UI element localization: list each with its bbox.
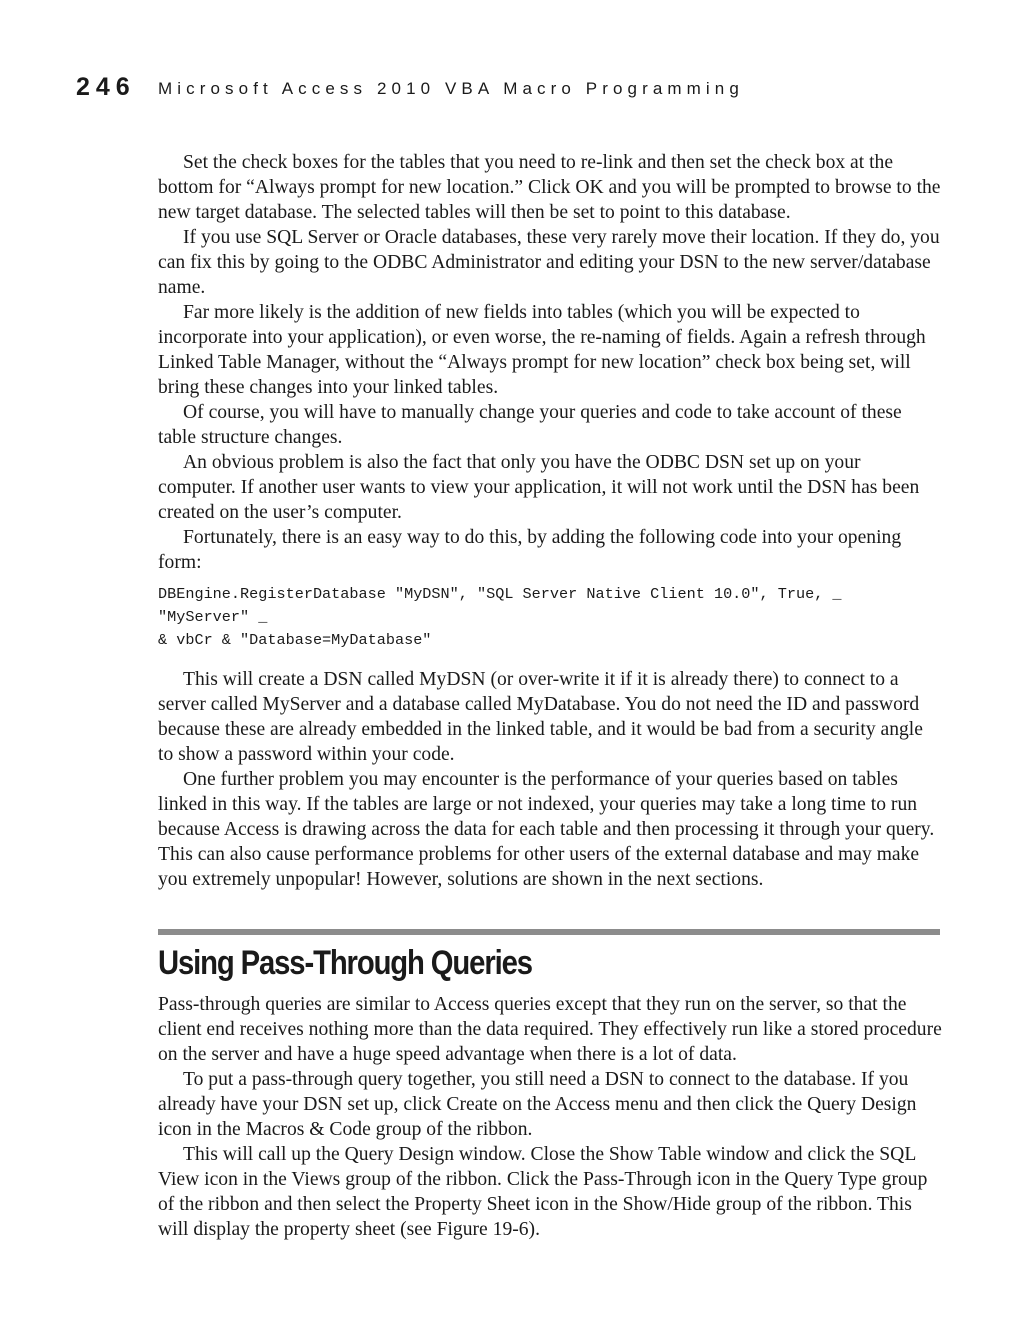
paragraph: This will call up the Query Design window. Close the Show Table window and click the SQL View icon in the Views group of the ribbon. Click the Pass-Through icon in the Query Type group of the ribbon and then select the Property Sheet icon in the Show/Hide group of the ribbon. This will display the property sheet (see Figure 19-6). xyxy=(158,1144,928,1240)
code-line: DBEngine.RegisterDatabase "MyDSN", "SQL Server Native Client 10.0", True, _ xyxy=(158,585,842,603)
running-header xyxy=(76,72,956,106)
section-divider xyxy=(158,929,940,935)
page-number: 246 xyxy=(76,73,136,101)
book-title: Microsoft Access 2010 VBA Macro Programming xyxy=(158,79,744,98)
section-heading: Using Pass-Through Queries xyxy=(158,944,532,982)
code-line: & vbCr & "Database=MyDatabase" xyxy=(158,631,432,649)
paragraph: One further problem you may encounter is the performance of your queries based on tables linked in this way. If the tables are large or not indexed, your queries may take a long time to run because Access is drawing across the data for each table and then processing it through your query. This can also cause performance problems for other users of the external database and may make you extremely unpopular! However, solutions are shown in the next sections. xyxy=(158,769,935,890)
paragraph: Set the check boxes for the tables that you need to re-link and then set the check box at the bottom for “Always prompt for new location.” Click OK and you will be prompted to browse to the new target database. The selected tables will then be set to point to this database. xyxy=(158,152,941,223)
paragraph: This will create a DSN called MyDSN (or over-write it if it is already there) to connect to a server called MyServer and a database called MyDatabase. You do not need the ID and password because these are already embedded in the linked table, and it would be bad from a security angle to show a password within your code. xyxy=(158,669,923,765)
paragraph: Far more likely is the addition of new fields into tables (which you will be expected to incorporate into your application), or even worse, the re-naming of fields. Again a refresh through Linked Table Manager, without the “Always prompt for new location” check box being set, will bring these changes into your linked tables. xyxy=(158,302,926,398)
paragraph: If you use SQL Server or Oracle databases, these very rarely move their location. If they do, you can fix this by going to the ODBC Administrator and editing your DSN to the new server/database name. xyxy=(158,227,940,298)
paragraph: To put a pass-through query together, you still need a DSN to connect to the database. If you already have your DSN set up, click Create on the Access menu and then click the Query Design icon in the Macros & Code group of the ribbon. xyxy=(158,1069,917,1140)
code-line: "MyServer" _ xyxy=(158,608,268,626)
paragraph: Pass-through queries are similar to Access queries except that they run on the server, so that the client end receives nothing more than the data required. They effectively run like a stored procedure on the server and have a huge speed advantage when there is a lot of data. xyxy=(158,994,942,1065)
paragraph: Fortunately, there is an easy way to do this, by adding the following code into your opening form: xyxy=(158,527,902,573)
paragraph: Of course, you will have to manually change your queries and code to take account of these table structure changes. xyxy=(158,402,902,448)
paragraph: An obvious problem is also the fact that only you have the ODBC DSN set up on your computer. If another user wants to view your application, it will not work until the DSN has been created on the user’s computer. xyxy=(158,452,920,523)
body-text xyxy=(158,150,943,1242)
code-block xyxy=(158,583,943,652)
